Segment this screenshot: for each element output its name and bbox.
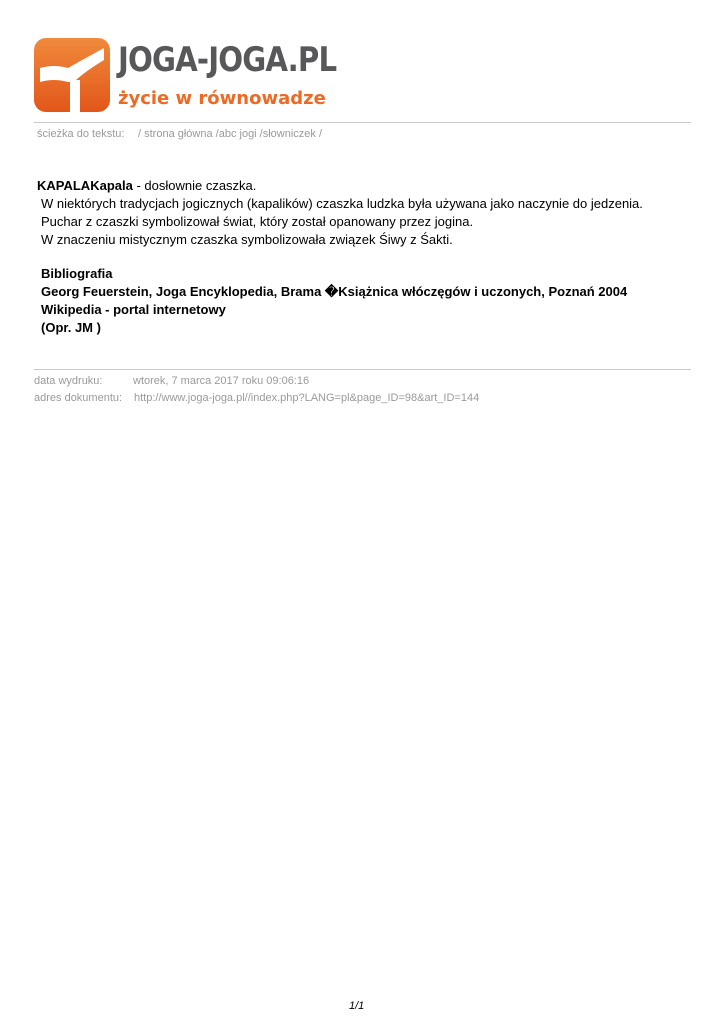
- bibliography-item-3: (Opr. JM ): [41, 320, 101, 335]
- site-logo: [34, 38, 337, 116]
- article-term: KAPALAKapala: [37, 178, 133, 193]
- page-number: 1/1: [349, 1000, 365, 1012]
- article-line-3: W znaczeniu mistycznym czaszka symbolizowała związek Śiwy z Śakti.: [41, 232, 453, 247]
- header-divider: [34, 122, 691, 123]
- document-url-label: adres dokumentu:: [34, 392, 123, 404]
- joga-logo-icon: [34, 38, 110, 112]
- bibliography-item-2: Wikipedia - portal internetowy: [41, 302, 226, 317]
- document-url-link[interactable]: http://www.joga-joga.pl//index.php?LANG=pl&page_ID=98&art_ID=144: [134, 392, 480, 404]
- breadcrumb-label: ścieżka do tekstu:: [37, 128, 125, 140]
- breadcrumb-path[interactable]: / strona główna /abc jogi /słowniczek /: [138, 128, 323, 140]
- article-line-1: W niektórych tradycjach jogicznych (kapalików) czaszka ludzka była używana jako naczynie do jedzenia.: [41, 196, 643, 211]
- article-heading-line: [37, 177, 643, 195]
- print-date-value: wtorek, 7 marca 2017 roku 09:06:16: [133, 375, 310, 387]
- print-date-label: data wydruku:: [34, 375, 103, 387]
- bibliography-heading: Bibliografia: [41, 266, 113, 281]
- article-definition: - dosłownie czaszka.: [132, 178, 257, 193]
- bibliography-item-1: Georg Feuerstein, Joga Encyklopedia, Brama �Książnica włóczęgów i uczonych, Poznań 2004: [41, 284, 628, 299]
- logo-title: JOGA-JOGA.PL: [118, 40, 337, 80]
- logo-tagline: życie w równowadze: [118, 88, 326, 109]
- footer-divider: [34, 369, 691, 370]
- article-body: [37, 177, 643, 337]
- article-line-2: Puchar z czaszki symbolizował świat, który został opanowany przez jogina.: [41, 214, 474, 229]
